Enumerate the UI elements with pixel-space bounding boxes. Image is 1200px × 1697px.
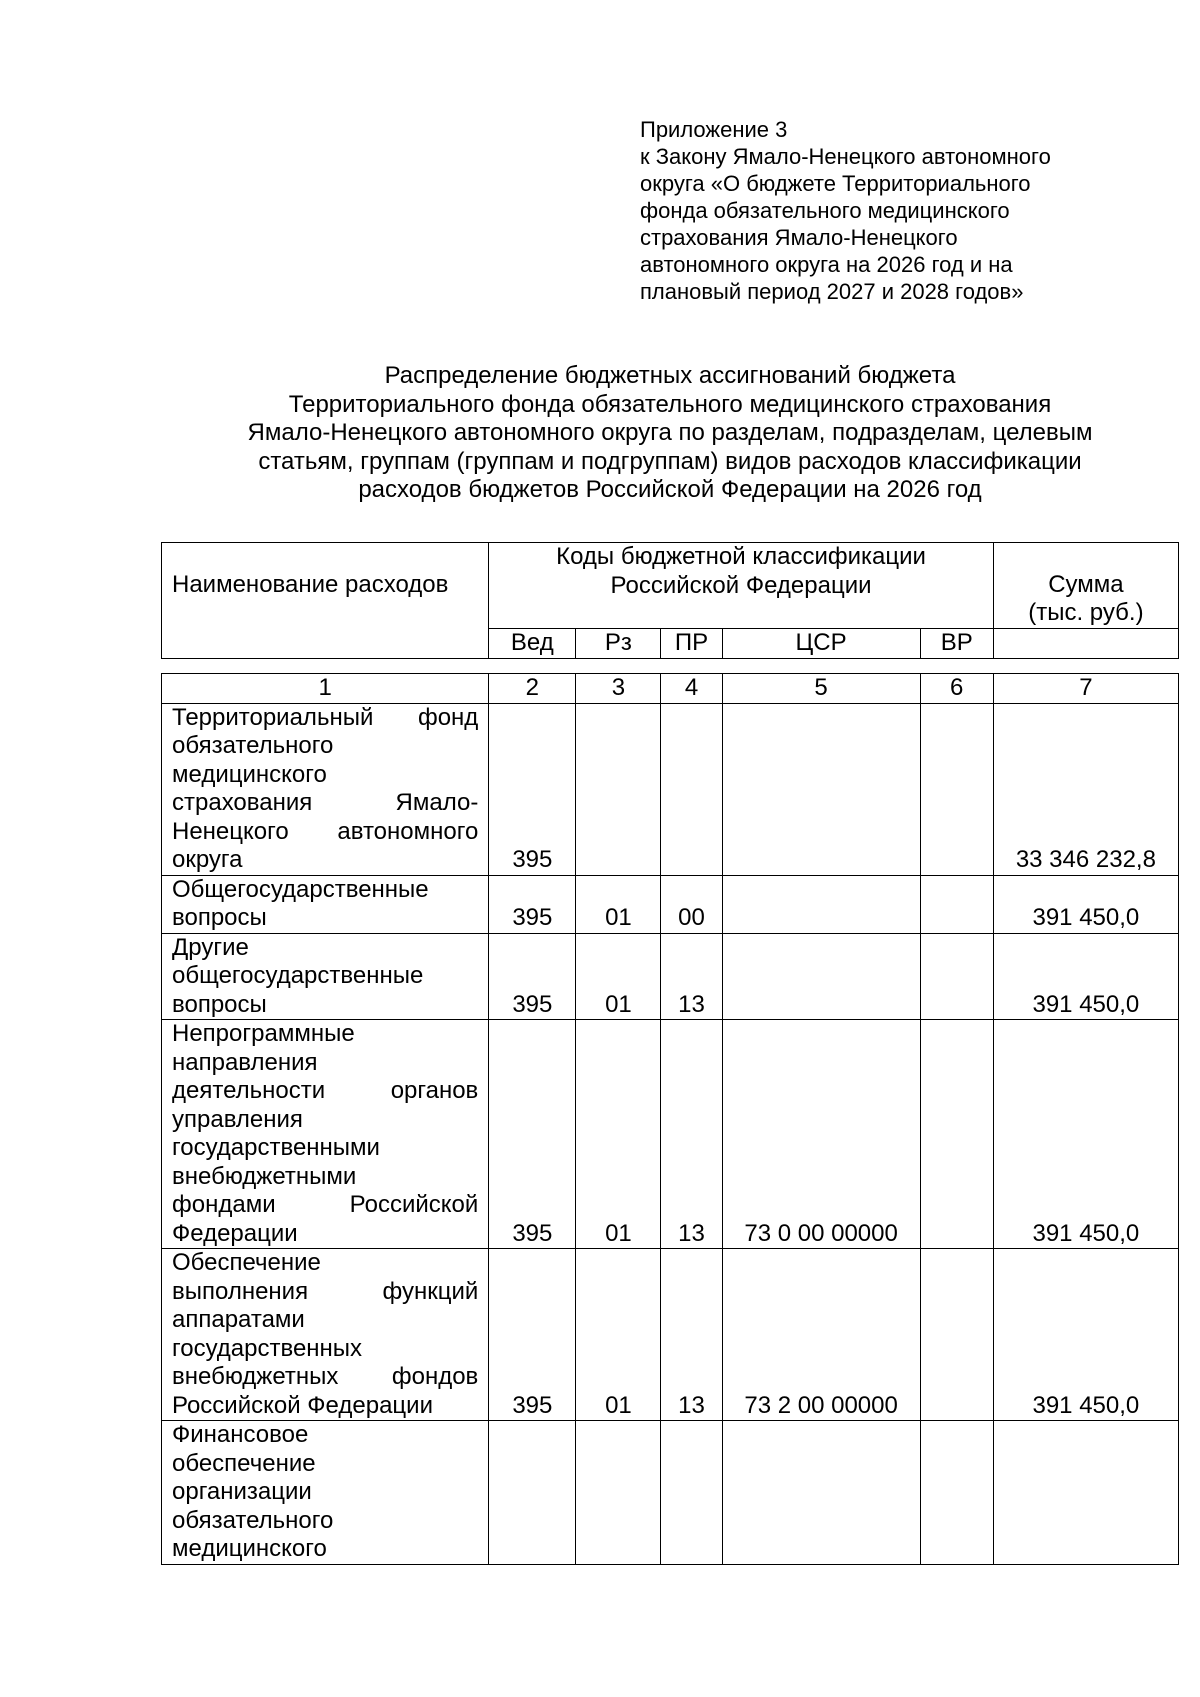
column-numbers-row	[162, 674, 1179, 704]
table-row	[162, 1020, 1179, 1249]
row-sum: 391 450,0	[993, 1020, 1178, 1249]
row-name: Обеспечение выполнения функций аппаратами государственных внебюджетных фондов Российской Федерации	[162, 1249, 489, 1421]
table-row	[162, 875, 1179, 933]
annex-line: к Закону Ямало-Ненецкого автономного	[640, 144, 1051, 169]
annex-line: плановый период 2027 и 2028 годов»	[640, 279, 1024, 304]
row-vr	[920, 933, 993, 1020]
header-sum-line: (тыс. руб.)	[1028, 599, 1144, 626]
row-vr	[920, 1421, 993, 1565]
annex-line: фонда обязательного медицинского	[640, 198, 1010, 223]
header-sum	[993, 543, 1178, 629]
header-rz: Рз	[576, 629, 661, 659]
row-csr: 73 2 00 00000	[722, 1249, 920, 1421]
header-ved: Вед	[489, 629, 576, 659]
table-row	[162, 1249, 1179, 1421]
row-name: Непрограммные направления деятельности органов управления государственными внебюджетными фондами Российской Федерации	[162, 1020, 489, 1249]
header-sum-line: Сумма	[1048, 571, 1124, 598]
table-body	[161, 673, 1179, 1565]
row-name: Другие общегосударственные вопросы	[162, 933, 489, 1020]
row-pr: 13	[661, 1249, 722, 1421]
column-number: 3	[576, 674, 661, 704]
row-csr	[722, 703, 920, 875]
annex-line: округа «О бюджете Территориального	[640, 171, 1031, 196]
row-vr	[920, 703, 993, 875]
annex-line: автономного округа на 2026 год и на	[640, 252, 1013, 277]
annex-heading	[640, 116, 1051, 305]
header-pr: ПР	[661, 629, 722, 659]
row-pr: 13	[661, 1020, 722, 1249]
row-name: Общегосударственные вопросы	[162, 875, 489, 933]
row-csr	[722, 933, 920, 1020]
row-sum: 391 450,0	[993, 933, 1178, 1020]
title-line: Распределение бюджетных ассигнований бюджета	[384, 362, 956, 389]
row-csr: 73 0 00 00000	[722, 1020, 920, 1249]
row-ved: 395	[489, 875, 576, 933]
row-csr	[722, 1421, 920, 1565]
row-pr: 00	[661, 875, 722, 933]
header-codes-line: Российской Федерации	[610, 571, 872, 599]
header-codes-line: Коды бюджетной классификации	[556, 543, 926, 570]
row-sum: 391 450,0	[993, 1249, 1178, 1421]
row-sum: 391 450,0	[993, 875, 1178, 933]
row-pr	[661, 1421, 722, 1565]
column-number: 1	[162, 674, 489, 704]
row-vr	[920, 1020, 993, 1249]
title-line: расходов бюджетов Российской Федерации на 2026 год	[358, 476, 982, 503]
header-codes	[489, 543, 994, 629]
title-line: Ямало-Ненецкого автономного округа по разделам, подразделам, целевым	[247, 419, 1093, 446]
row-ved: 395	[489, 1249, 576, 1421]
row-vr	[920, 1249, 993, 1421]
title-line: Территориального фонда обязательного медицинского страхования	[288, 390, 1052, 418]
column-number: 2	[489, 674, 576, 704]
header-vr: ВР	[920, 629, 993, 659]
document-title	[160, 362, 1180, 505]
row-rz	[576, 703, 661, 875]
annex-line: страхования Ямало-Ненецкого	[640, 225, 958, 250]
column-number: 5	[722, 674, 920, 704]
title-line: статьям, группам (группам и подгруппам) видов расходов классификации	[258, 447, 1082, 475]
row-name: Финансовое обеспечение организации обязательного медицинского	[162, 1421, 489, 1565]
row-sum: 33 346 232,8	[993, 703, 1178, 875]
row-ved: 395	[489, 933, 576, 1020]
table-row	[162, 703, 1179, 875]
row-rz: 01	[576, 1020, 661, 1249]
row-sum	[993, 1421, 1178, 1565]
table-row	[162, 1421, 1179, 1565]
row-rz	[576, 1421, 661, 1565]
table-header	[161, 542, 1179, 659]
row-pr	[661, 703, 722, 875]
column-number: 6	[920, 674, 993, 704]
column-number: 4	[661, 674, 722, 704]
header-csr: ЦСР	[722, 629, 920, 659]
column-number: 7	[993, 674, 1178, 704]
row-rz: 01	[576, 1249, 661, 1421]
annex-line: Приложение 3	[640, 117, 788, 142]
row-name: Территориальный фонд обязательного медицинского страхования Ямало- Ненецкого автономного округа	[162, 703, 489, 875]
header-name: Наименование расходов	[162, 543, 489, 659]
row-ved: 395	[489, 703, 576, 875]
row-ved: 395	[489, 1020, 576, 1249]
table-row	[162, 933, 1179, 1020]
row-vr	[920, 875, 993, 933]
row-csr	[722, 875, 920, 933]
row-rz: 01	[576, 875, 661, 933]
row-rz: 01	[576, 933, 661, 1020]
row-pr: 13	[661, 933, 722, 1020]
header-sum-blank	[993, 629, 1178, 659]
row-ved	[489, 1421, 576, 1565]
